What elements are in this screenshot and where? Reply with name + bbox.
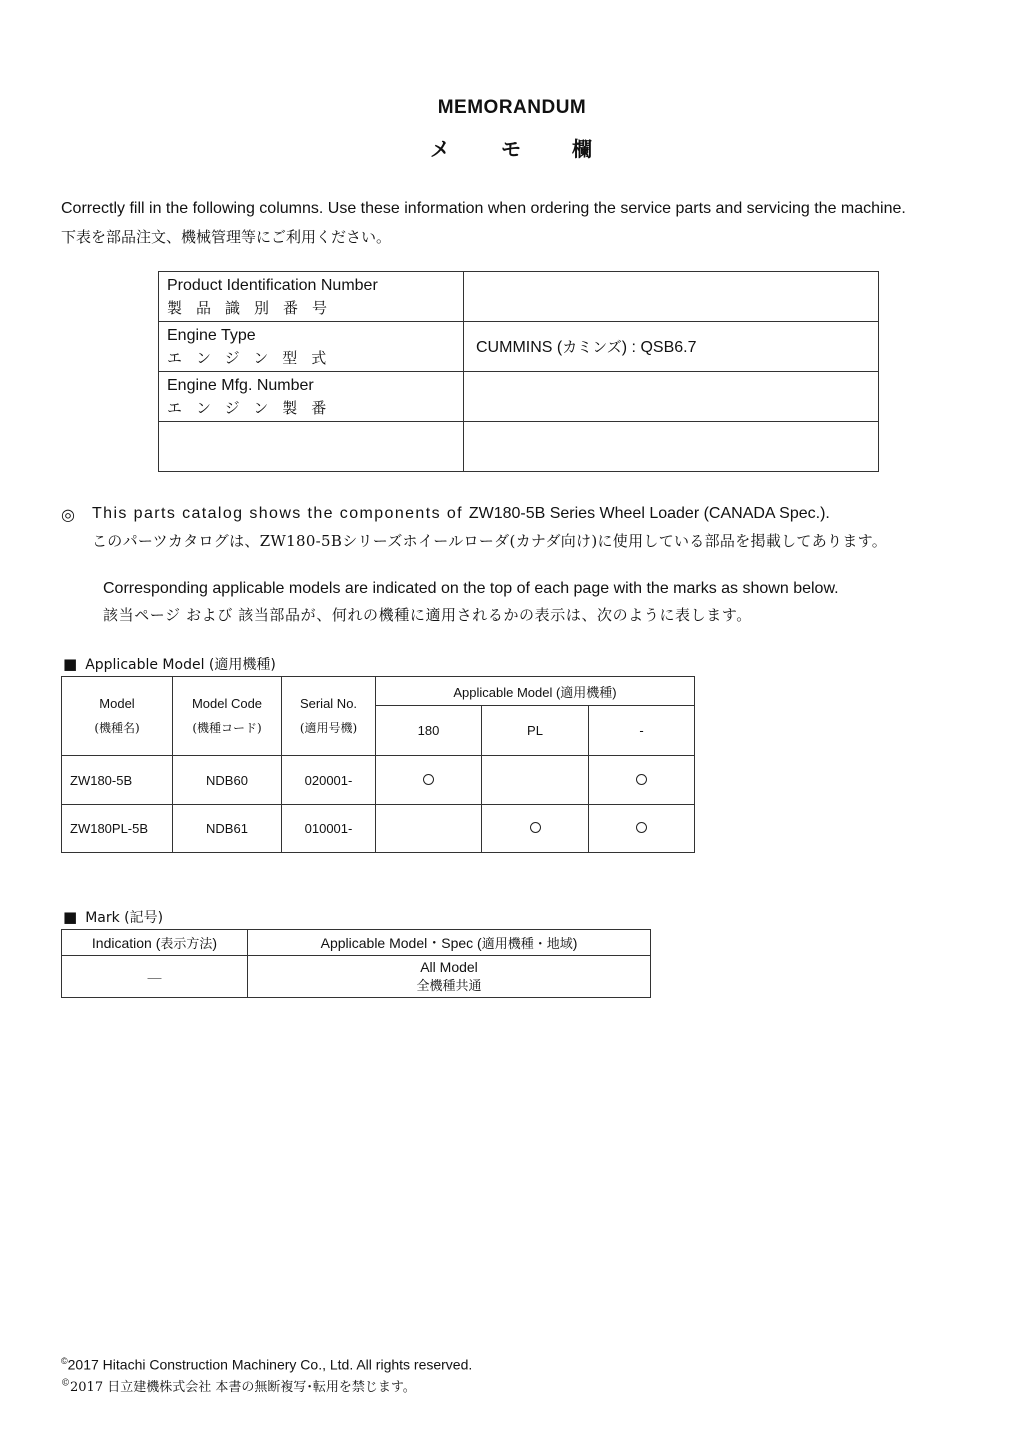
identification-table (158, 271, 879, 472)
note-text-jp: このパーツカタログは、ZW180-5Bシリーズホイールローダ(カナダ向け)に使用している部品を掲載してあります。 (92, 532, 888, 550)
id-value-engine-mfg[interactable] (464, 372, 879, 422)
id-label-cell-blank[interactable] (159, 422, 464, 472)
table-row (62, 756, 695, 805)
id-row-engine-mfg (159, 372, 879, 422)
mark-header-indication-en: Indication ( (91, 935, 161, 951)
header-col-180: 180 (376, 706, 482, 756)
square-bullet-icon: ■ (63, 908, 78, 926)
corresponding-text-jp: 該当ページ および 該当部品が、何れの機種に適用されるかの表示は、次のように表します。 (103, 606, 752, 624)
id-label-en: Engine Mfg. Number (167, 376, 314, 394)
table-row (62, 805, 695, 853)
mark-header-spec-jp: 適用機種・地域 (481, 936, 573, 952)
mark-spec-jp: 全機種共通 (416, 979, 482, 994)
mark-header-indication (62, 930, 248, 956)
header-serial-jp: (適用号機) (299, 721, 358, 735)
id-label-en: Engine Type (167, 326, 256, 344)
header-model-jp: (機種名) (94, 721, 140, 735)
id-label-jp: エンジン製番 (167, 398, 341, 417)
circle-mark-icon (530, 822, 541, 833)
intro-text-en: Correctly fill in the following columns. Use these information when ordering the service parts and servicing the machine. (61, 200, 906, 217)
id-row-product (159, 272, 879, 322)
id-label-jp: エンジン型式 (167, 348, 341, 367)
applicable-model-table (61, 676, 695, 853)
circle-mark-icon (423, 774, 434, 785)
applicable-model-heading (63, 654, 276, 674)
engine-type-value-tail: ) : QSB6.7 (621, 339, 697, 356)
engine-type-value-en: CUMMINS ( (476, 339, 563, 356)
mark-header-spec-en: Applicable Model・Spec ( (320, 934, 482, 951)
mark-indication-dash: — (62, 956, 248, 998)
id-label-cell (159, 272, 464, 322)
cell-serial: 010001- (282, 805, 376, 853)
header-serial-en: Serial No. (299, 696, 358, 711)
square-bullet-icon: ■ (63, 655, 78, 673)
mark-table (61, 929, 651, 998)
copyright-jp-text: 2017 日立建機株式会社 本書の無断複写･転用を禁じます。 (70, 1380, 416, 1395)
page-title: MEMORANDUM (437, 97, 587, 118)
header-serial (282, 677, 376, 756)
note-text-en-rest: ZW180-5B Series Wheel Loader (CANADA Spec.). (468, 505, 830, 522)
copyright-en (61, 1356, 472, 1373)
mark-row (62, 956, 651, 998)
circle-mark-icon (636, 774, 647, 785)
mark-heading-text: Mark (記号) (85, 910, 164, 926)
id-value-blank[interactable] (464, 422, 879, 472)
note-bullet-icon: ◎ (61, 505, 75, 524)
header-code-en: Model Code (191, 696, 263, 711)
cell-180 (376, 805, 482, 853)
id-label-jp: 製品識別番号 (167, 298, 342, 317)
header-applicable: Applicable Model (適用機種) (376, 677, 695, 706)
copyright-en-text: 2017 Hitachi Construction Machinery Co., Ltd. All rights reserved. (67, 1356, 473, 1373)
header-col-dash: - (589, 706, 695, 756)
header-col-pl: PL (482, 706, 589, 756)
id-label-cell (159, 322, 464, 372)
engine-type-value-jp: カミンズ (562, 338, 622, 356)
cell-model: ZW180-5B (62, 756, 173, 805)
id-label-en: Product Identification Number (167, 276, 378, 294)
id-row-engine-type (159, 322, 879, 372)
mark-header-spec (248, 930, 651, 956)
corresponding-text-en: Corresponding applicable models are indicated on the top of each page with the marks as shown below. (103, 580, 839, 597)
cell-dash (589, 805, 695, 853)
mark-header-row (62, 930, 651, 956)
cell-pl (482, 805, 589, 853)
mark-header-indication-end: ) (212, 935, 218, 951)
header-model (62, 677, 173, 756)
applicable-model-heading-text: Applicable Model (適用機種) (85, 657, 276, 673)
note-text-en-spaced: This parts catalog shows the components of (92, 505, 469, 522)
mark-heading (63, 907, 163, 927)
cell-code: NDB61 (173, 805, 282, 853)
copyright-jp (61, 1376, 416, 1395)
circle-mark-icon (636, 822, 647, 833)
id-row-blank (159, 422, 879, 472)
cell-pl (482, 756, 589, 805)
mark-header-indication-jp: 表示方法 (160, 937, 213, 952)
intro-text-jp: 下表を部品注文、機械管理等にご利用ください。 (61, 228, 392, 246)
header-code-jp: (機種コード) (192, 721, 262, 735)
note-text-en (92, 505, 830, 523)
header-model-en: Model (99, 696, 135, 711)
id-label-cell (159, 372, 464, 422)
table-header-row (62, 677, 695, 706)
id-value-product[interactable] (464, 272, 879, 322)
cell-dash (589, 756, 695, 805)
copyright-symbol: © (61, 1356, 68, 1366)
header-model-code (173, 677, 282, 756)
copyright-symbol: © (61, 1378, 70, 1389)
mark-spec-cell (248, 956, 651, 998)
cell-code: NDB60 (173, 756, 282, 805)
cell-serial: 020001- (282, 756, 376, 805)
mark-spec-en: All Model (420, 959, 478, 975)
cell-180 (376, 756, 482, 805)
id-value-engine-type[interactable] (464, 322, 879, 372)
cell-model: ZW180PL-5B (62, 805, 173, 853)
page-title-jp: メ モ 欄 (430, 137, 594, 161)
mark-header-spec-end: ) (572, 934, 578, 951)
